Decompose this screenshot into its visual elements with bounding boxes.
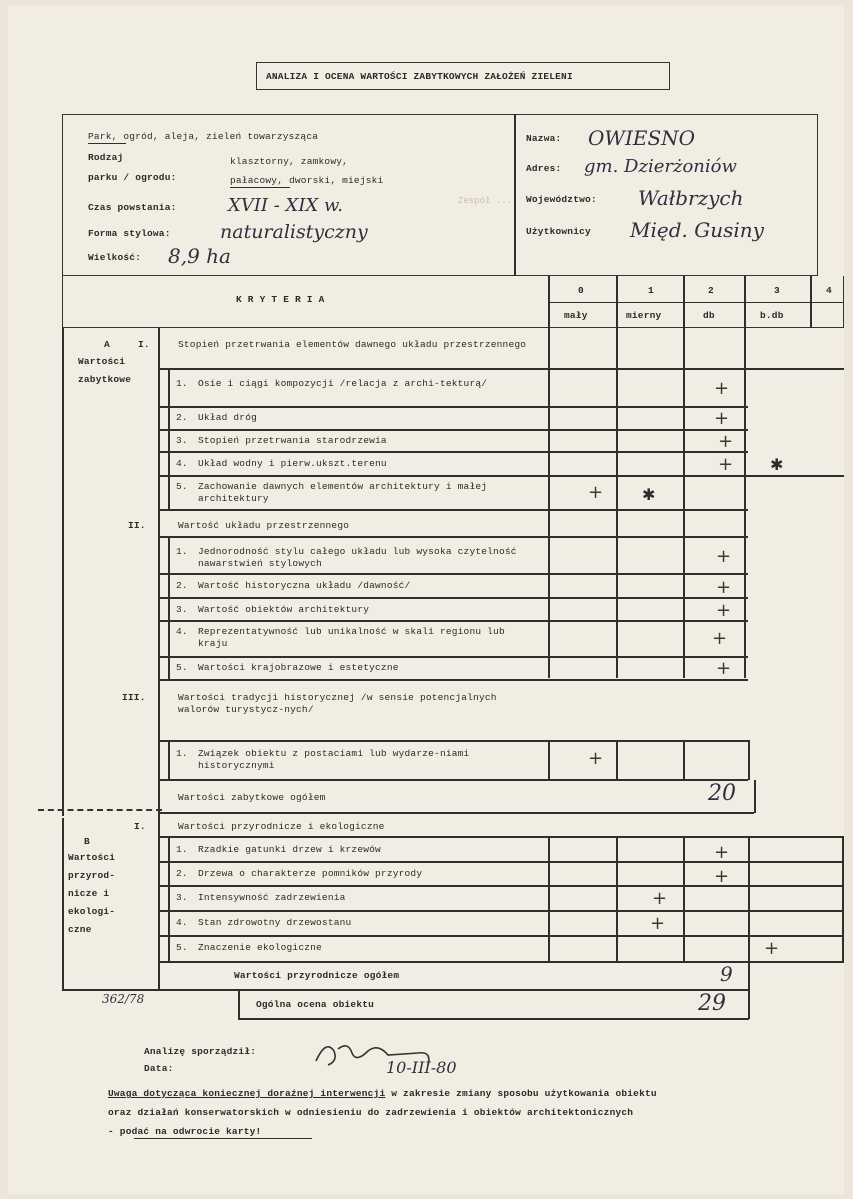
col-line-0 xyxy=(548,276,550,678)
row-line xyxy=(158,536,748,538)
page-title: ANALIZA I OCENA WARTOŚCI ZABYTKOWYCH ZAŁOŻEŃ ZIELENI xyxy=(266,71,573,82)
col-line xyxy=(842,836,844,962)
row-a1-2-text: Układ dróg xyxy=(198,412,258,423)
adres-label: Adres: xyxy=(526,163,562,174)
mark-plus: + xyxy=(714,866,730,887)
total-b-label: Wartości przyrodnicze ogółem xyxy=(234,970,400,981)
date-value: 10-III-80 xyxy=(386,1058,457,1077)
row-line xyxy=(158,509,748,511)
uzytkownik-label: Użytkownicy xyxy=(526,226,591,237)
row-a1-3-no: 3. xyxy=(176,435,188,446)
section-col-line xyxy=(158,328,160,990)
row-line xyxy=(158,597,748,599)
scale-num-1: 1 xyxy=(648,285,654,296)
row-line xyxy=(158,861,844,863)
col-line xyxy=(616,836,618,962)
scale-num-4: 4 xyxy=(826,285,832,296)
row-line xyxy=(158,910,844,912)
mark-asterisk: ✱ xyxy=(770,455,784,474)
row-line xyxy=(158,679,748,681)
row-a2-5-no: 5. xyxy=(176,662,188,673)
scale-num-3: 3 xyxy=(774,285,780,296)
note-underline xyxy=(134,1138,312,1139)
palacowy-underline xyxy=(230,187,290,188)
row-a1-1-no: 1. xyxy=(176,378,188,389)
row-line xyxy=(158,812,754,814)
row-line xyxy=(158,406,748,408)
row-b-1-no: 1. xyxy=(176,844,188,855)
overall-value: 29 xyxy=(698,991,726,1016)
row-a2-4-text: Reprezentatywność lub unikalność w skali regionu lub kraju xyxy=(198,626,505,649)
dashed-separator xyxy=(38,809,162,811)
item-col-line xyxy=(158,328,160,329)
mark-plus: + xyxy=(716,600,732,621)
section-b-roman: I. xyxy=(134,821,146,832)
section-b-name-1: Wartości xyxy=(68,852,116,863)
row-line xyxy=(158,429,748,431)
col-line xyxy=(748,740,750,780)
row-line xyxy=(158,573,748,575)
mark-plus: + xyxy=(718,431,734,452)
col-line xyxy=(683,836,685,962)
forma-label: Forma stylowa: xyxy=(88,228,171,239)
prepared-label: Analizę sporządził: xyxy=(144,1046,257,1057)
group-a2-roman: II. xyxy=(128,520,146,531)
section-a-name-2: zabytkowe xyxy=(78,374,132,385)
row-b-1-text: Rzadkie gatunki drzew i krzewów xyxy=(198,844,381,855)
group-a1-title: Stopień przetrwania elementów dawnego układu przestrzennego xyxy=(178,339,527,350)
row-line xyxy=(158,368,844,370)
wielkosc-label: Wielkość: xyxy=(88,252,142,263)
rodzaj-label-2: parku / ogrodu: xyxy=(88,172,177,183)
mark-plus: + xyxy=(718,454,734,475)
row-b-2-text: Drzewa o charakterze pomników przyrody xyxy=(198,868,423,879)
row-a1-3-text: Stopień przetrwania starodrzewia xyxy=(198,435,387,446)
col-line xyxy=(683,740,685,780)
col-line-3 xyxy=(744,276,746,678)
scale-word-1: mierny xyxy=(626,310,662,321)
section-b-name-5: czne xyxy=(68,924,92,935)
row-line xyxy=(158,885,844,887)
mark-asterisk: ✱ xyxy=(642,485,656,504)
col-line-2 xyxy=(683,276,685,678)
row-a1-1-text: Osie i ciągi kompozycji /relacja z archi-tekturą/ xyxy=(198,378,488,389)
row-a2-1-no: 1. xyxy=(176,546,188,557)
row-a2-5-text: Wartości krajobrazowe i estetyczne xyxy=(198,662,399,673)
mark-plus: + xyxy=(714,408,730,429)
row-b-5-text: Znaczenie ekologiczne xyxy=(198,942,322,953)
row-a1-5-no: 5. xyxy=(176,481,188,492)
overall-label: Ogólna ocena obiektu xyxy=(256,999,375,1010)
sub-col-line xyxy=(168,740,170,780)
mark-plus: + xyxy=(714,378,730,399)
mark-plus: + xyxy=(716,658,732,679)
nazwa-value: OWIESNO xyxy=(588,126,696,150)
row-line xyxy=(158,961,844,963)
mark-plus: + xyxy=(716,577,732,598)
row-a3-1-text: Związek obiektu z postaciami lub wydarze-niami historycznymi xyxy=(198,748,470,771)
scale-word-2: db xyxy=(703,310,715,321)
row-a2-2-text: Wartość historyczna układu /dawność/ xyxy=(198,580,411,591)
mark-plus: + xyxy=(650,913,666,934)
col-line xyxy=(62,818,64,990)
group-b-title: Wartości przyrodnicze i ekologiczne xyxy=(178,821,385,832)
row-a1-4-no: 4. xyxy=(176,458,188,469)
table-left-border xyxy=(62,328,64,816)
sub-col-line xyxy=(168,836,170,962)
wojewodztwo-label: Województwo: xyxy=(526,194,597,205)
note-underlined: Uwaga dotycząca koniecznej doraźnej interwencji xyxy=(108,1088,386,1099)
row-a2-3-text: Wartość obiektów architektury xyxy=(198,604,370,615)
row-a1-2-no: 2. xyxy=(176,412,188,423)
section-b-name-3: nicze i xyxy=(68,888,110,899)
czas-label: Czas powstania: xyxy=(88,202,177,213)
note-line-1 xyxy=(108,1088,657,1099)
scale-num-2: 2 xyxy=(708,285,714,296)
date-label: Data: xyxy=(144,1063,174,1074)
row-a2-4-no: 4. xyxy=(176,626,188,637)
mark-plus: + xyxy=(764,938,780,959)
row-line xyxy=(158,935,844,937)
row-b-4-text: Stan zdrowotny drzewostanu xyxy=(198,917,352,928)
group-a3-roman: III. xyxy=(122,692,146,703)
row-a3-1-no: 1. xyxy=(176,748,188,759)
group-a2-title: Wartość układu przestrzennego xyxy=(178,520,350,531)
row-line xyxy=(158,779,748,781)
note-line-2: oraz działań konserwatorskich w odniesieniu do zadrzewienia i obiektów architektonicznych xyxy=(108,1107,634,1118)
col-line xyxy=(748,961,750,1019)
col-line xyxy=(748,836,750,962)
row-b-2-no: 2. xyxy=(176,868,188,879)
wielkosc-value: 8,9 ha xyxy=(168,244,231,268)
header-divider xyxy=(514,114,516,276)
group-a3-title: Wartości tradycji historycznej /w sensie potencjalnych walorów turystycz-nych/ xyxy=(178,692,497,715)
sub-col-line xyxy=(168,368,170,510)
row-line xyxy=(158,740,748,742)
reference-number: 362/78 xyxy=(102,992,145,1006)
section-a-roman: I. xyxy=(138,339,150,350)
scale-num-0: 0 xyxy=(578,285,584,296)
section-b-letter: B xyxy=(84,836,90,847)
section-b-name-4: ekologi- xyxy=(68,906,116,917)
czas-value: XVII - XIX w. xyxy=(228,195,344,216)
document-page xyxy=(8,6,844,1194)
wojewodztwo-value: Wałbrzych xyxy=(638,186,744,210)
scale-word-3: b.db xyxy=(760,310,784,321)
col-line xyxy=(616,740,618,780)
park-types-line: Park, ogród, aleja, zieleń towarzysząca xyxy=(88,131,319,142)
total-a-value: 20 xyxy=(708,781,736,806)
section-b-name-2: przyrod- xyxy=(68,870,116,881)
row-line xyxy=(158,475,844,477)
mark-plus: + xyxy=(714,842,730,863)
row-b-3-text: Intensywność zadrzewienia xyxy=(198,892,346,903)
rodzaj-values-1: klasztorny, zamkowy, xyxy=(230,156,349,167)
row-a1-5-text: Zachowanie dawnych elementów architektury i małej architektury xyxy=(198,481,488,504)
rodzaj-values-2: pałacowy, dworski, miejski xyxy=(230,175,384,186)
adres-value: gm. Dzierżoniów xyxy=(584,156,737,177)
criteria-label: K R Y T E R I A xyxy=(236,294,325,305)
mark-plus: + xyxy=(588,482,604,503)
total-a-label: Wartości zabytkowe ogółem xyxy=(178,792,326,803)
park-underline xyxy=(88,143,126,144)
note-line-3: - podać na odwrocie karty! xyxy=(108,1126,262,1137)
rodzaj-label-1: Rodzaj xyxy=(88,152,124,163)
mark-plus: + xyxy=(588,748,604,769)
uzytkownik-value: Międ. Gusiny xyxy=(630,218,764,242)
row-line xyxy=(62,989,748,991)
row-line xyxy=(238,1018,749,1020)
row-b-3-no: 3. xyxy=(176,892,188,903)
row-line xyxy=(158,451,748,453)
row-b-5-no: 5. xyxy=(176,942,188,953)
col-line xyxy=(548,740,550,780)
sub-col-line xyxy=(168,536,170,680)
section-a-name-1: Wartości xyxy=(78,356,126,367)
row-b-4-no: 4. xyxy=(176,917,188,928)
col-line xyxy=(548,836,550,962)
row-a2-3-no: 3. xyxy=(176,604,188,615)
col-line xyxy=(754,780,756,813)
mark-plus: + xyxy=(712,628,728,649)
row-line xyxy=(158,620,748,622)
col-line xyxy=(238,989,240,1019)
col-line-1 xyxy=(616,276,618,678)
row-line xyxy=(158,836,844,838)
row-a2-1-text: Jednorodność stylu całego układu lub wysoka czytelność nawarstwień stylowych xyxy=(198,546,517,569)
mark-plus: + xyxy=(652,888,668,909)
row-line xyxy=(158,656,748,658)
bleed-through-stamp: Zespół ... xyxy=(458,196,513,206)
mark-plus: + xyxy=(716,546,732,567)
nazwa-label: Nazwa: xyxy=(526,133,562,144)
scale-word-0: mały xyxy=(564,310,588,321)
section-a-letter: A xyxy=(104,339,110,350)
row-a2-2-no: 2. xyxy=(176,580,188,591)
row-a1-4-text: Układ wodny i pierw.ukszt.terenu xyxy=(198,458,387,469)
total-b-value: 9 xyxy=(720,962,733,986)
note-continuation: w zakresie zmiany sposobu użytkowania obiektu xyxy=(385,1088,657,1099)
scale-mid-line xyxy=(548,302,844,303)
forma-value: naturalistyczny xyxy=(220,221,368,243)
